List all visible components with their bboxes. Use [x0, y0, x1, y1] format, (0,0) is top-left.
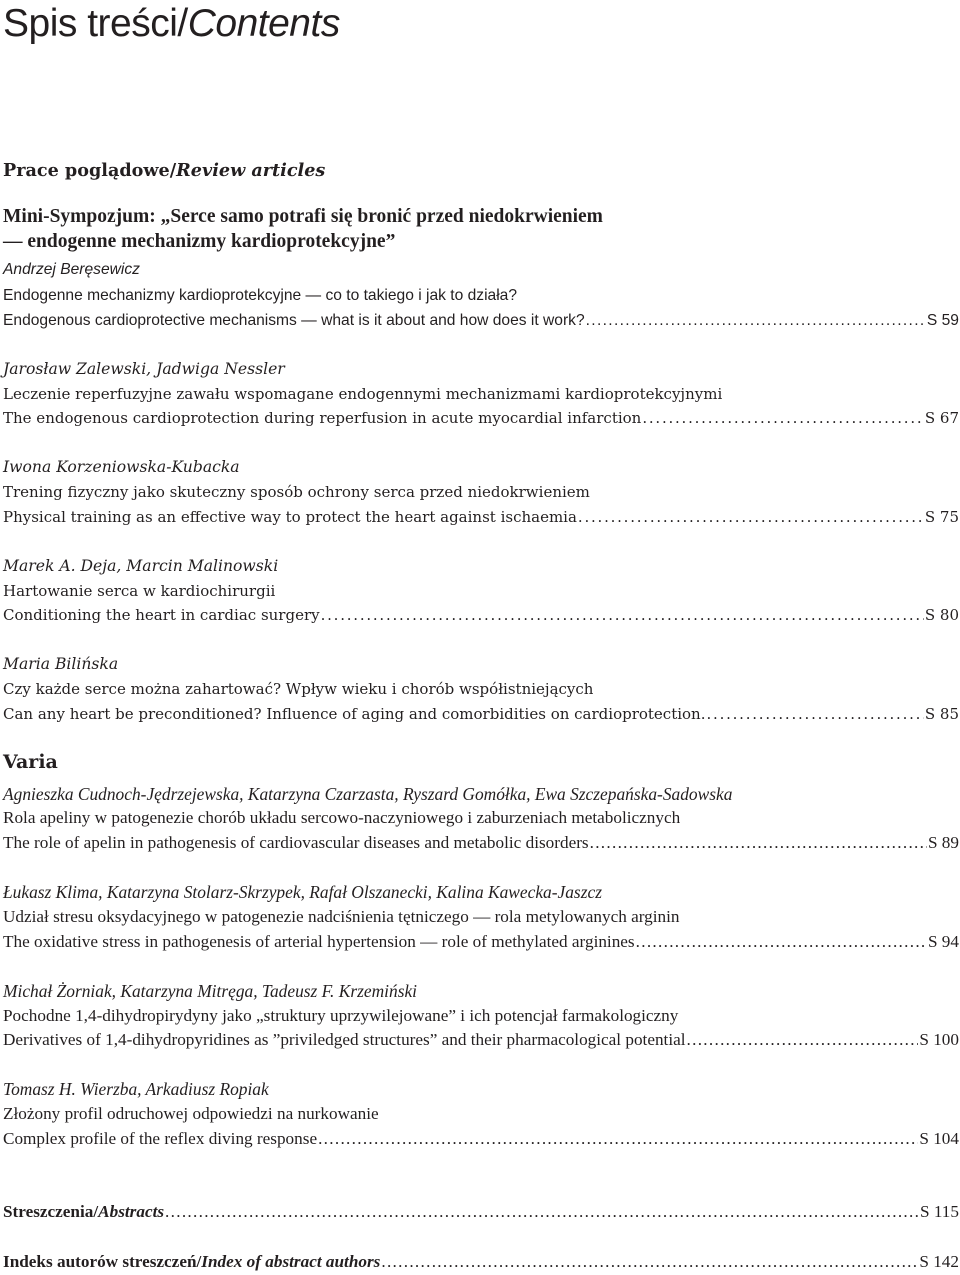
abstracts-label-en: Abstracts	[98, 1202, 165, 1221]
entry-title-pl: Udział stresu oksydacyjnego w patogenezie nadciśnienia tętniczego — rola metylowanych arginin	[3, 907, 680, 926]
entry-authors: Michał Żorniak, Katarzyna Mitręga, Tadeusz F. Krzemiński	[3, 981, 418, 1001]
entry-title-en: Derivatives of 1,4-dihydropyridines as ”priviledged structures” and their pharmacological potential	[3, 1030, 686, 1049]
abstracts-label	[3, 1200, 164, 1224]
toc-entry-row[interactable]	[3, 930, 959, 954]
dot-leader	[381, 1250, 918, 1274]
entry-authors: Maria Bilińska	[3, 655, 119, 673]
dot-leader	[636, 930, 927, 954]
page-number: S 115	[920, 1202, 959, 1221]
entry-authors: Andrzej Beręsewicz	[3, 261, 140, 278]
entry-authors: Marek A. Deja, Marcin Malinowski	[3, 557, 279, 575]
entry-title-pl: Złożony profil odruchowej odpowiedzi na nurkowanie	[3, 1104, 379, 1123]
entry-authors: Jarosław Zalewski, Jadwiga Nessler	[3, 360, 285, 378]
symposium-title-line-2: — endogenne mechanizmy kardioprotekcyjne”	[3, 231, 396, 252]
abstracts-label-pl: Streszczenia/	[3, 1202, 99, 1221]
page-title-en: Contents	[187, 2, 340, 45]
entry-title-pl: Hartowanie serca w kardiochirurgii	[3, 582, 276, 600]
page-title	[3, 2, 340, 46]
entry-title-en: Can any heart be preconditioned? Influence of aging and comorbidities on cardioprotection.	[3, 705, 706, 723]
dot-leader	[586, 309, 926, 333]
entry-title-en: The role of apelin in pathogenesis of cardiovascular diseases and metabolic disorders	[3, 833, 589, 852]
dot-leader	[578, 505, 924, 529]
dot-leader	[642, 406, 924, 430]
page-number: S 104	[919, 1129, 959, 1148]
entry-title-pl: Czy każde serce można zahartować? Wpływ wieku i chorób współistniejących	[3, 680, 594, 698]
page-number: S 94	[927, 932, 959, 951]
page-number: S 80	[924, 606, 959, 624]
page-number: S 89	[927, 833, 959, 852]
symposium-title-line-1: Mini-Sympozjum: „Serce samo potrafi się bronić przed niedokrwieniem	[3, 206, 603, 227]
dot-leader	[590, 831, 927, 855]
toc-entry-row[interactable]	[3, 1127, 959, 1151]
entry-title-pl: Endogenne mechanizmy kardioprotekcyjne — co to takiego i jak to działa?	[3, 287, 518, 304]
entry-title-pl: Trening fizyczny jako skuteczny sposób ochrony serca przed niedokrwieniem	[3, 483, 590, 501]
toc-entry-author-index[interactable]	[3, 1250, 959, 1274]
entry-title-pl: Leczenie reperfuzyjne zawału wspomagane endogennymi mechanizmami kardioprotekcyjnymi	[3, 385, 723, 403]
toc-entry-row[interactable]	[3, 1028, 959, 1052]
dot-leader	[707, 702, 924, 726]
entry-title-pl: Pochodne 1,4-dihydropirydyny jako „struktury uprzywilejowane” i ich potencjał farmakologiczny	[3, 1006, 679, 1025]
page-number: S 85	[924, 705, 959, 723]
entry-title-en: The endogenous cardioprotection during reperfusion in acute myocardial infarction	[3, 409, 642, 427]
author-index-label-pl: Indeks autorów streszczeń/	[3, 1252, 202, 1271]
toc-entry-row[interactable]	[3, 505, 959, 529]
toc-entry-row[interactable]	[3, 406, 959, 430]
entry-title-pl: Rola apeliny w patogenezie chorób układu sercowo-naczyniowego i zaburzeniach metabolicznych	[3, 808, 681, 827]
toc-entry-row[interactable]	[3, 702, 959, 726]
section-header-varia: Varia	[3, 751, 58, 773]
entry-title-en: Complex profile of the reflex diving response	[3, 1129, 318, 1148]
section-header-review	[3, 159, 959, 183]
author-index-label	[3, 1250, 380, 1274]
toc-entry-row[interactable]	[3, 831, 959, 855]
entry-title-en: Conditioning the heart in cardiac surgery	[3, 606, 320, 624]
page-number: S 100	[919, 1030, 959, 1049]
entry-authors: Iwona Korzeniowska-Kubacka	[3, 458, 240, 476]
page-number: S 59	[926, 312, 959, 329]
toc-entry-abstracts[interactable]	[3, 1200, 959, 1224]
entry-authors: Łukasz Klima, Katarzyna Stolarz-Skrzypek, Rafał Olszanecki, Kalina Kawecka-Jaszcz	[3, 882, 602, 902]
dot-leader	[318, 1127, 918, 1151]
toc-entry-row[interactable]	[3, 603, 959, 627]
dot-leader	[687, 1028, 919, 1052]
dot-leader	[321, 603, 924, 627]
toc-entry-row[interactable]	[3, 309, 959, 333]
dot-leader	[165, 1200, 919, 1224]
page-number: S 67	[924, 409, 959, 427]
author-index-label-en: Index of abstract authors	[201, 1252, 381, 1271]
entry-authors: Tomasz H. Wierzba, Arkadiusz Ropiak	[3, 1079, 269, 1099]
entry-title-en: Endogenous cardioprotective mechanisms — what is it about and how does it work?	[3, 312, 585, 329]
entry-title-en: Physical training as an effective way to protect the heart against ischaemia	[3, 508, 577, 526]
section-header-pl: Prace poglądowe/	[3, 160, 177, 181]
page-title-pl: Spis treści/	[3, 2, 188, 45]
page-number: S 142	[919, 1252, 959, 1271]
section-header-en: Review articles	[176, 160, 326, 181]
entry-title-en: The oxidative stress in pathogenesis of arterial hypertension — role of methylated arginines	[3, 932, 635, 951]
entry-authors: Agnieszka Cudnoch-Jędrzejewska, Katarzyna Czarzasta, Ryszard Gomółka, Ewa Szczepańska-Sadowska	[3, 784, 733, 804]
page-number: S 75	[924, 508, 959, 526]
